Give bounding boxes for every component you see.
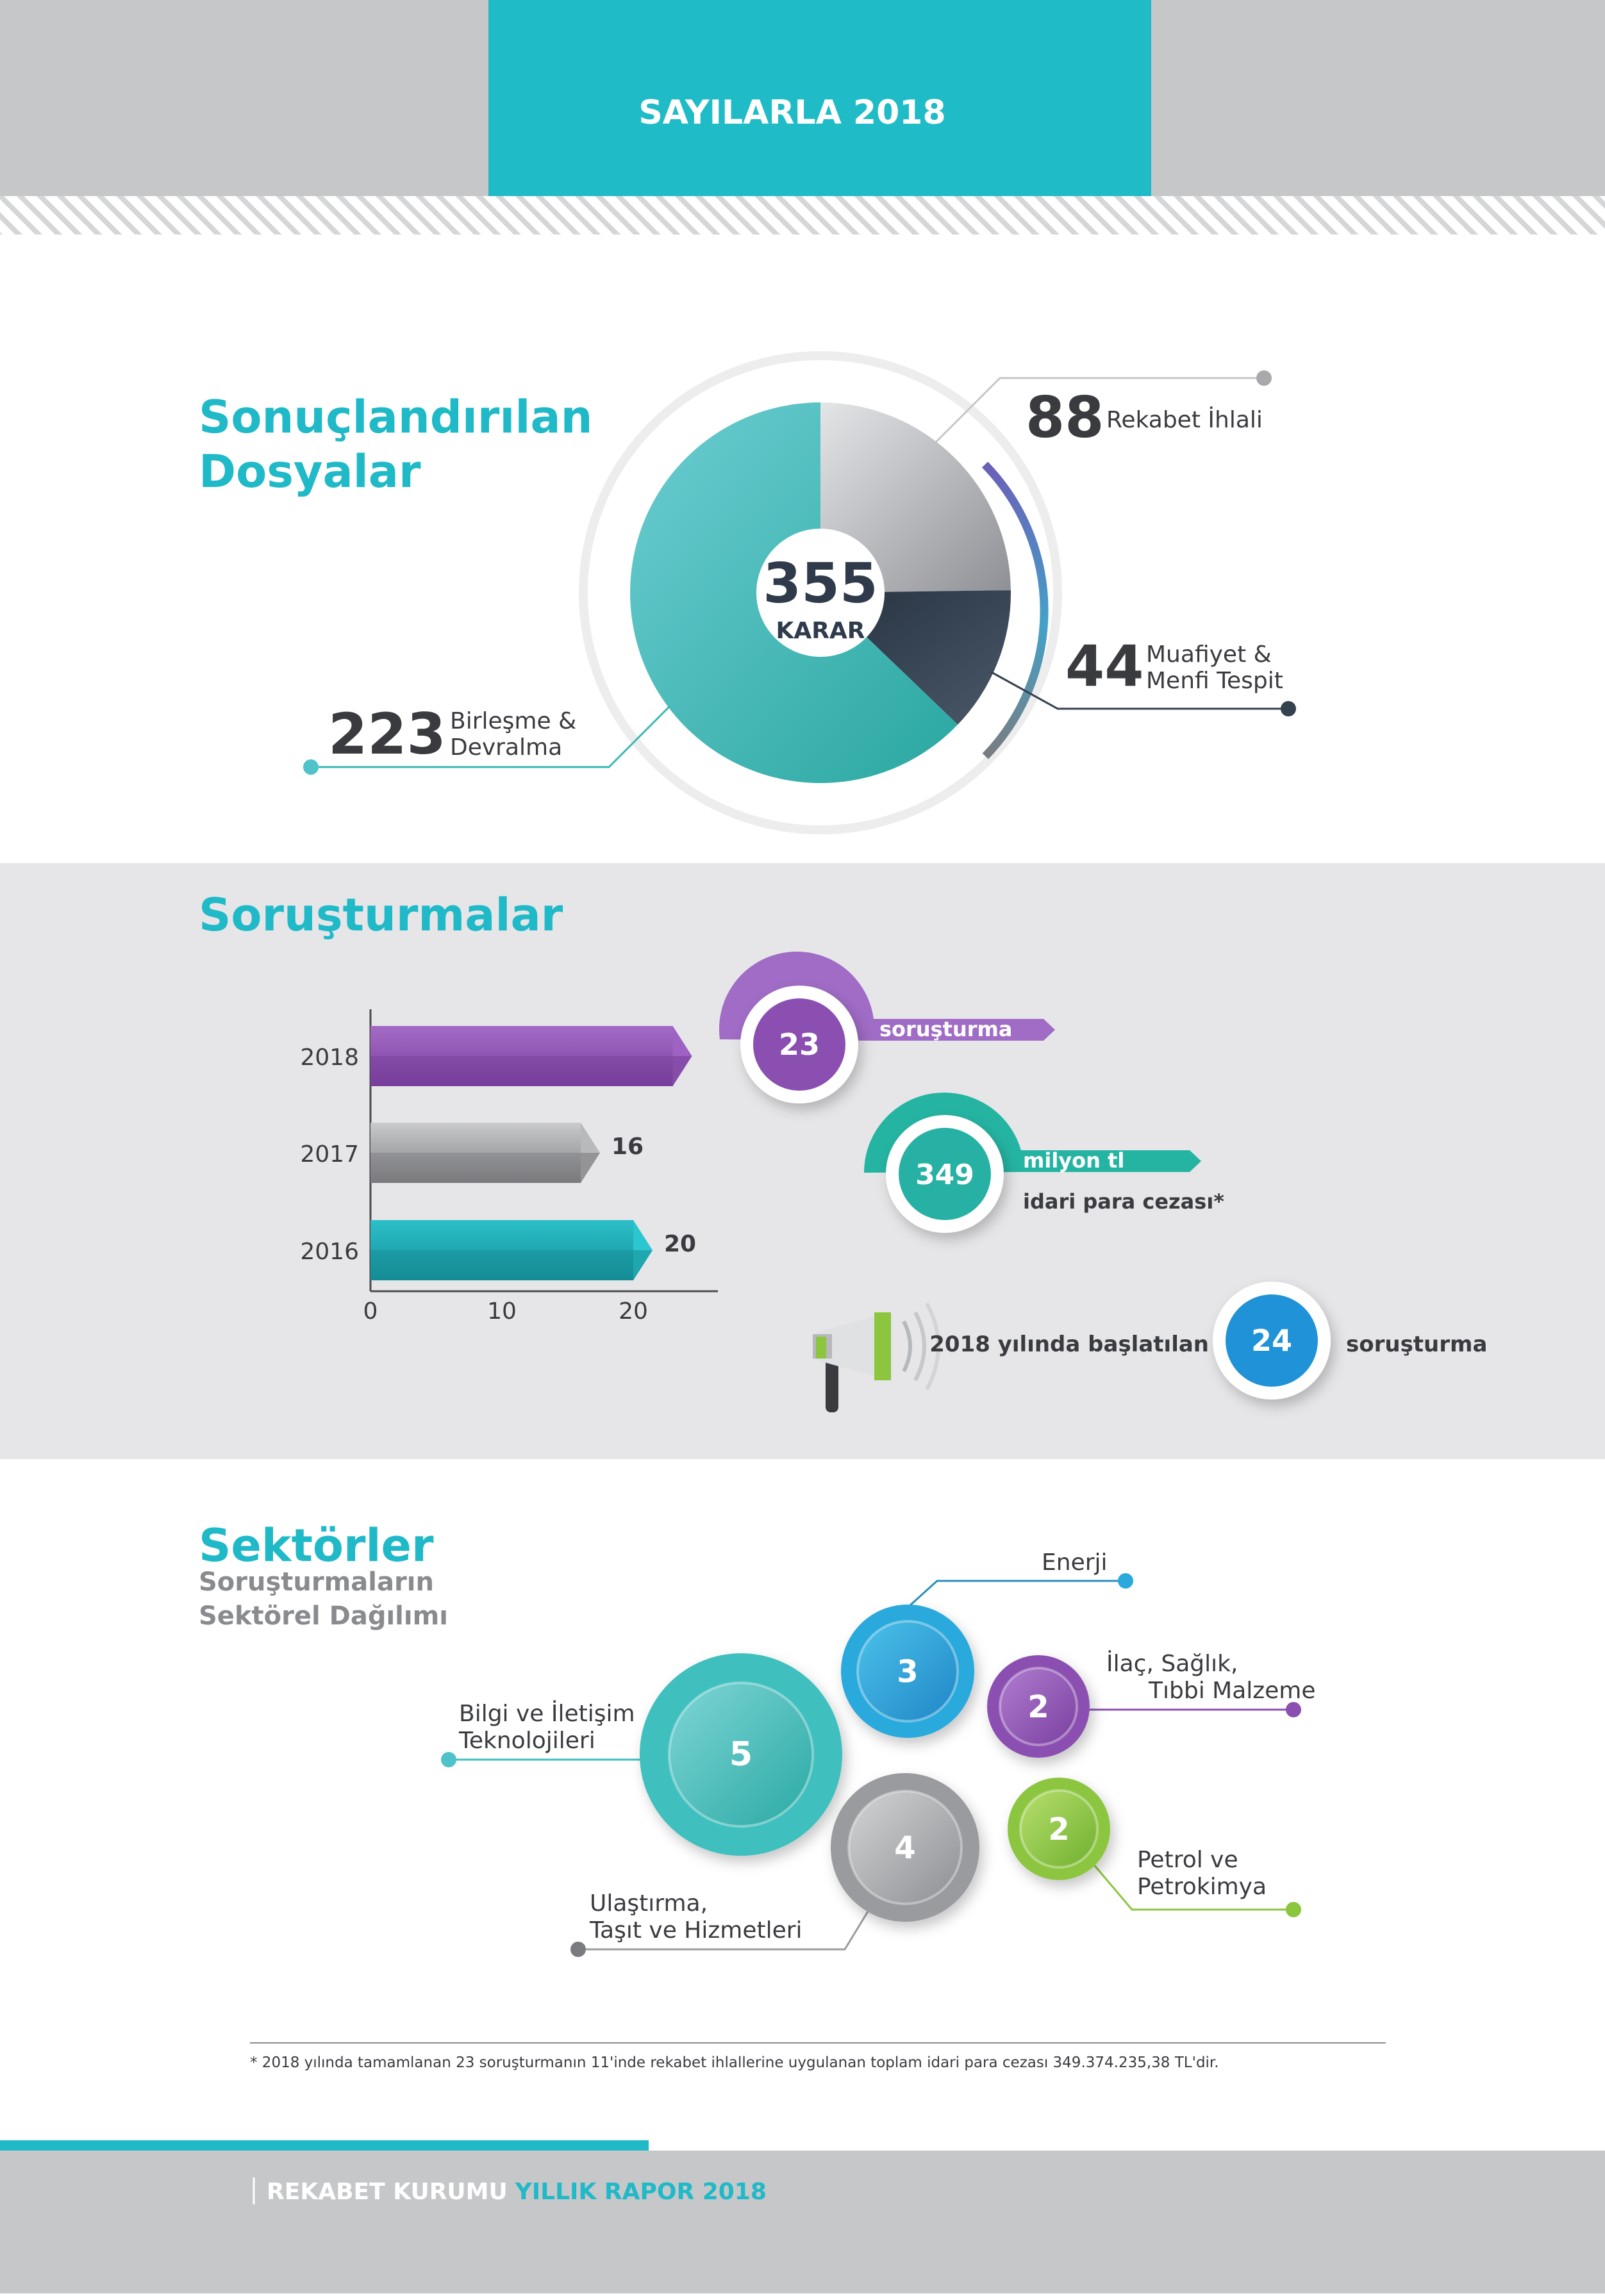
section3-subtitle2: Sektörel Dağılımı [199, 1601, 448, 1631]
sector-value-bilgi: 5 [729, 1735, 753, 1774]
footer-text [267, 2179, 767, 2205]
section3-subtitle1: Soruşturmaların [199, 1567, 434, 1597]
started-prefix: 2018 yılında başlatılan [929, 1332, 1209, 1357]
sector-petrol-label1: Petrol ve [1137, 1847, 1238, 1873]
sector-ilac-label2: Tıbbi Malzeme [1149, 1678, 1316, 1704]
sector-ulastirma-label1: Ulaştırma, [590, 1890, 708, 1917]
sector-petrol-label2: Petrokimya [1137, 1874, 1267, 1900]
bar-2016 [370, 1220, 653, 1280]
section1-title-line2: Dosyalar [199, 445, 421, 498]
footer-part1: REKABET KURUMU [267, 2179, 508, 2205]
bar-x-tick-label: 0 [363, 1298, 378, 1325]
callout-birlesme-label1: Birleşme & [450, 708, 577, 734]
bar-category-label: 2016 [300, 1239, 359, 1265]
callout-muafiyet-value: 44 [1065, 633, 1144, 699]
leader-enerji-dot [1118, 1573, 1133, 1589]
started-suffix: soruşturma [1346, 1332, 1488, 1357]
leader-rekabet-dot [1256, 370, 1272, 386]
bar-2018 [370, 1026, 692, 1086]
leader-enerji [910, 1581, 1126, 1605]
badge23-value: 23 [778, 1027, 820, 1062]
footer-accent-bar [0, 2140, 649, 2151]
sector-bubble-ilac [987, 1655, 1090, 1758]
sector-bubble-bilgi [640, 1653, 842, 1856]
sector-bubble-enerji [841, 1605, 974, 1738]
sector-value-enerji: 3 [897, 1654, 919, 1690]
badge349-label: milyon tl [1023, 1148, 1125, 1173]
callout-birlesme-label2: Devralma [450, 734, 563, 761]
sector-bilgi-label1: Bilgi ve İletişim [459, 1701, 635, 1727]
section2-title: Soruşturmalar [199, 889, 563, 941]
leader-muafiyet-dot [1281, 701, 1296, 716]
sector-bubble-ulastirma [831, 1773, 979, 1922]
leader-bilgi-dot [441, 1752, 456, 1767]
callout-rekabet-value: 88 [1026, 384, 1104, 450]
badge24-value: 24 [1251, 1323, 1293, 1358]
leader-petrol-dot [1286, 1902, 1301, 1917]
callout-muafiyet-label1: Muafiyet & [1146, 641, 1272, 668]
bar-category-label: 2017 [300, 1141, 359, 1168]
badge349-sublabel: idari para cezası* [1023, 1189, 1225, 1214]
bar-category-label: 2018 [300, 1045, 359, 1071]
header-title: SAYILARLA 2018 [638, 94, 946, 132]
header-hatch [0, 196, 1605, 235]
badge349-value: 349 [915, 1159, 974, 1191]
sector-ilac-label1: İlaç, Sağlık, [1106, 1651, 1238, 1677]
sector-bubble-petrol [1008, 1778, 1110, 1880]
bar-x-tick-label: 20 [619, 1298, 648, 1325]
bar-2017 [370, 1123, 600, 1183]
section3-title: Sektörler [199, 1519, 434, 1572]
callout-rekabet-label: Rekabet İhlali [1106, 407, 1263, 433]
bar-data-label: 16 [611, 1134, 644, 1160]
footer-band [0, 2151, 1605, 2293]
sector-value-ulastirma: 4 [894, 1830, 916, 1866]
sector-bubbles [640, 1605, 1110, 1922]
leader-ulastirma-dot [570, 1942, 586, 1957]
bar-x-tick-label: 10 [487, 1298, 517, 1325]
callout-birlesme-value: 223 [328, 701, 446, 767]
leader-ilac-dot [1286, 1702, 1301, 1717]
sector-value-petrol: 2 [1048, 1812, 1070, 1847]
sector-value-ilac: 2 [1027, 1689, 1049, 1725]
badge23-label: soruşturma [879, 1017, 1013, 1041]
leader-birlesme-dot [303, 759, 319, 775]
pie-center-label: KARAR [776, 618, 865, 644]
bar-data-label: 20 [664, 1231, 697, 1257]
footer-part2: YILLIK RAPOR 2018 [515, 2179, 767, 2205]
sector-ulastirma-label2: Taşıt ve Hizmetleri [590, 1917, 802, 1944]
section1-title-line1: Sonuçlandırılan [199, 391, 593, 443]
sector-enerji-label: Enerji [1042, 1549, 1108, 1576]
callout-muafiyet-label2: Menfi Tespit [1146, 668, 1283, 694]
pie-center-value: 355 [763, 552, 878, 616]
footnote-text: * 2018 yılında tamamlanan 23 soruşturmanın 11'inde rekabet ihlallerine uygulanan toplam idari para cezası 349.374.235,38 TL'dir. [250, 2054, 1219, 2071]
sector-bilgi-label2: Teknolojileri [459, 1728, 595, 1754]
